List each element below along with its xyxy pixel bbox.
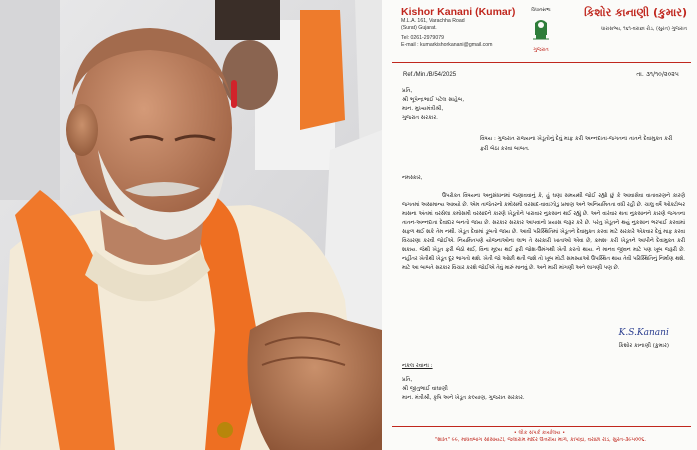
letter-body: ઉપરોક્ત વિષયના અનુસંધાનમાં જણાવવાનું કે, હું ઘણા સમયથી જોઈ રહ્યો છું કે આવાસેવા વાતાવરણને કારણે જગતમાં અસામાન્ય આવ્યો છે. એમ તાજેતરનો કમોસમી વરસાદ-વાવાઝોડુ પ્રમાણ અને અનિયમિતતા વધી રહી છે. ચાલુ વર્ષે ઓક્ટોબર માસના અંતમાં વરસેલા કમોસમી વરસાદને કારણે ખેડૂતોને પારાવાર નુકસાન થઈ રહ્યું છે. અને વારંવાર થતા નુકસાનને કારણે જગતના તાતન-અન્નદાતા દેવાદાર બનતો જાય છે. સરકાર સરકાર આપવાનો પ્રયાસ જરૂર કરે છે. પરંતુ ખેડૂતને થયું નુકસાન ભરપાઈ કરવામાં સફળ થઈ શકે તેમ નથી. ખેડૂત દેવામાં ડૂબતો જાય છે. આવી પરિસ્થિતિમાં ખેડૂતને દેવામુક્ત કરવા માટે સરકારે એકવાર દેવું માફ કરવા વિચારણા કરવી જોઈએ. નિયમિતપણે યોજનાઓના લાભ તે સરકારી ખાતાઓ એવા છે, ક્રમશઃ કરી ખેડૂતને આપીને દેવામુક્ત કરી શકાય. જેથી ખેડૂત ફરી બેઠો થઈ, વિના મૂલ્ય થઈ ફરી જોશ-ઉમંગથી ખેતી કરતો થાય. ને માનવ જીવન માટે પણ ખૂબ જરૂરી છે. નહીંતર ખેતીથી ખેડૂત દૂર ભાગતો થશે. ખેતી જો ઓછી થતી જશે તો ખૂબ મોટી સમસ્યાઓ ઉપસ્થિત થાય તેવી પરિસ્થિતિનું નિર્માણ થશે. માટે આ બાબતે સરકાર વિચાર કરશે જોઈએ તેવું મારું માનવું છે. અને મારી માંગણી અને લાગણી પણ છે. <box>402 193 685 271</box>
letterhead-left <box>401 6 515 49</box>
sender-name-gu: કિશોર કાનાણી (કુમાર) <box>584 6 687 19</box>
recipient-prefix: પ્રતિ, <box>402 88 413 94</box>
state-emblem <box>530 7 552 53</box>
footer-address: "શાંતિ" ૯૯, માધવબાગ સોસાયટી, જલારામ મંદિર ઉત્તરીય માર્ગ, કાપોદ્રા, વરાછા રોડ, સુરત-૩૯૫૦૦૬. <box>434 437 647 443</box>
recipient-line3: ગુજરાત સરકાર. <box>402 115 438 121</box>
emblem-top-label: વિધાનસભા <box>531 8 551 13</box>
ashoka-emblem-icon <box>530 13 552 43</box>
copy-line1: શ્રી જીતુભાઈ વાઘાણી <box>402 386 448 392</box>
copy-label: નકલ રવાના : <box>402 363 433 369</box>
header-divider <box>392 62 691 63</box>
sender-phone: Tel: 0261-2979079 <box>401 35 444 41</box>
copy-prefix: પ્રતિ, <box>402 377 413 383</box>
sender-name-en: Kishor Kanani (Kumar) <box>401 6 516 18</box>
sender-designation-en: M.L.A. 161, Varachha Road <box>401 18 465 24</box>
copy-line2: માન. મંત્રીશ્રી, કૃષિ અને ખેડૂત કલ્યાણ, ગુજરાત સરકાર. <box>402 395 525 401</box>
recipient-line1: શ્રી ભૂપેન્દ્રભાઈ પટેલ સાહેબ, <box>402 97 465 103</box>
recipient-line2: માન. મુખ્યમંત્રીશ્રી, <box>402 106 444 112</box>
letter-document <box>382 0 697 450</box>
emblem-label: ગુજરાત <box>533 47 549 53</box>
sender-location-en: (Surat) Gujarat. <box>401 25 437 31</box>
sender-designation-gu: ધારાસભ્ય, ૧૬૧-વરાછા રોડ, (સુરત) ગુજરાત <box>601 26 687 32</box>
letter-date: તા. ૩૧/૧૦/૨૦૨૫ <box>636 71 679 78</box>
letterhead-right <box>584 6 687 32</box>
signature-name: કિશોર કાનાણી (કુમાર) <box>618 343 669 349</box>
footer-divider <box>392 426 691 427</box>
signature-scribble: K.S.Kanani <box>618 328 669 338</box>
letter-subject: વિષય : ગુજરાત રાજ્યના ખેડૂતોનું દેવું માફ કરી અન્નદાતા-જગતના તાતને દેવામુક્ત કરી ફરી બેઠા કરવા બાબત. <box>480 136 673 152</box>
sender-email: E-mail : kumarkishorkanani@gmail.com <box>401 42 493 48</box>
reference-number: Ref./Min./B/54/2025 <box>403 72 457 78</box>
footer-title: • લોક સંપર્ક કાર્યાલય • <box>513 430 566 436</box>
letter-greeting: નમસ્કાર, <box>402 175 423 181</box>
signature-block <box>619 328 669 350</box>
